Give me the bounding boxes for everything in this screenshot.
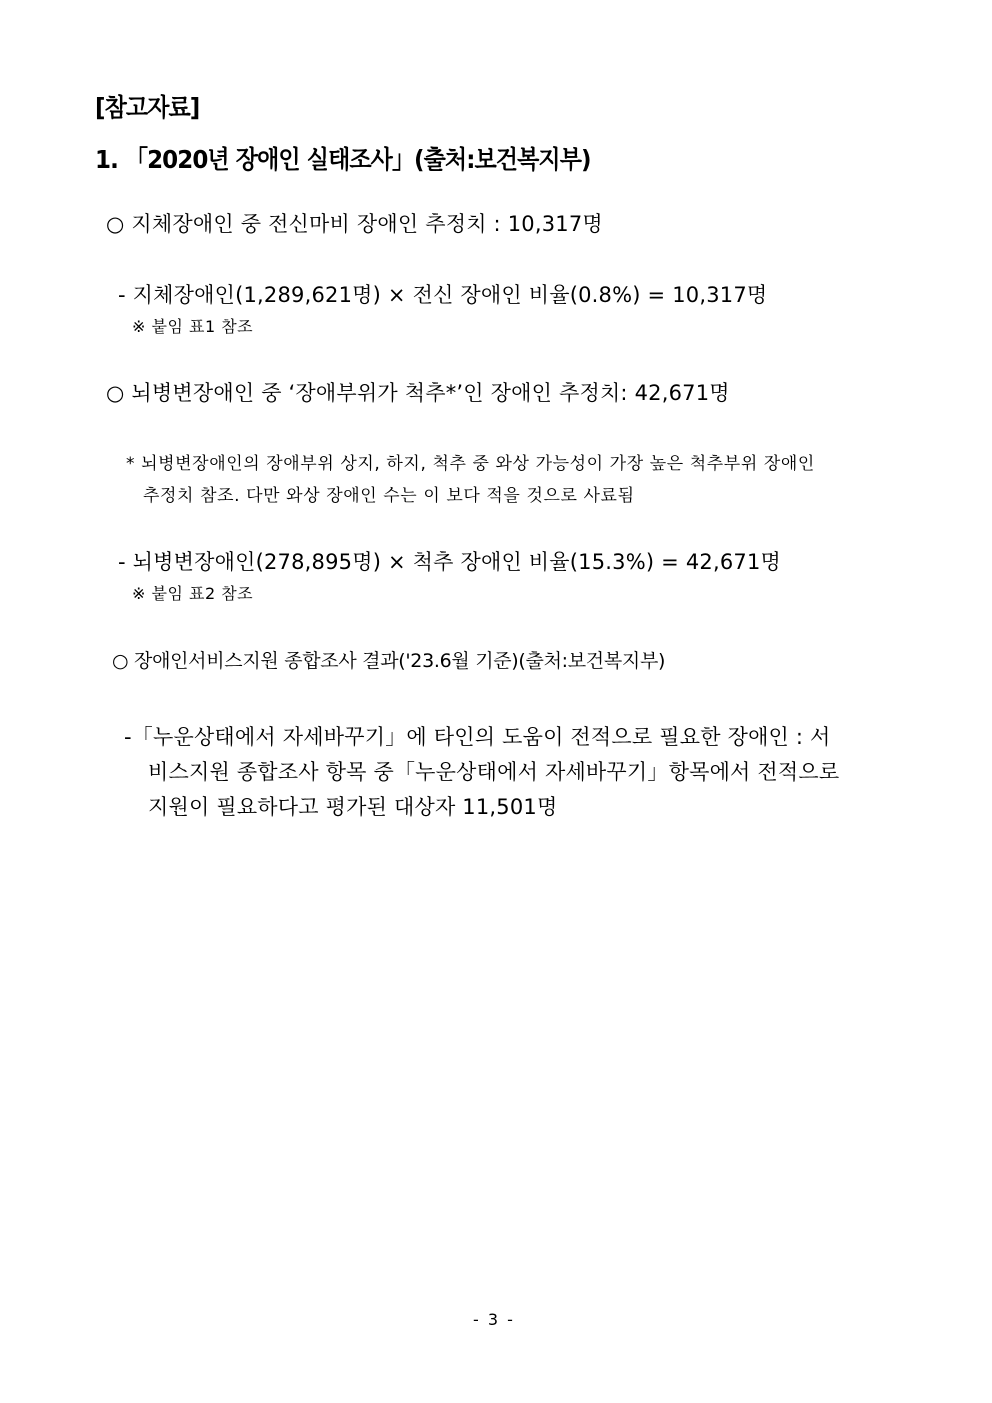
item3-line3: 지원이 필요하다고 평가된 대상자 11,501명 <box>148 795 558 819</box>
item1-calculation: - 지체장애인(1,289,621명) × 전신 장애인 비율(0.8%) = 10,317명 <box>118 283 768 307</box>
item3-line1: -「누운상태에서 자세바꾸기」에 타인의 도움이 전적으로 필요한 장애인 : 서 <box>124 725 831 749</box>
item1-bullet: ○ 지체장애인 중 전신마비 장애인 추정치 : 10,317명 <box>106 212 603 236</box>
item3-line2: 비스지원 종합조사 항목 중「누운상태에서 자세바꾸기」항목에서 전적으로 <box>148 760 840 784</box>
item2-footnote-line1: * 뇌병변장애인의 장애부위 상지, 하지, 척추 중 와상 가능성이 가장 높은 척추부위 장애인 <box>126 454 815 474</box>
item1-note: ※ 붙임 표1 참조 <box>132 317 254 336</box>
item3-bullet: ○ 장애인서비스지원 종합조사 결과('23.6월 기준)(출처:보건복지부) <box>112 650 666 672</box>
page-number: - 3 - <box>473 1310 515 1329</box>
item2-footnote-line2: 추정치 참조. 다만 와상 장애인 수는 이 보다 적을 것으로 사료됨 <box>143 486 635 506</box>
item2-bullet: ○ 뇌병변장애인 중 ‘장애부위가 척추*’인 장애인 추정치: 42,671명 <box>106 381 730 405</box>
item2-calculation: - 뇌병변장애인(278,895명) × 척추 장애인 비율(15.3%) = 42,671명 <box>118 550 781 574</box>
survey-title: 1. 「2020년 장애인 실태조사」(출처:보건복지부) <box>95 145 591 174</box>
item2-note: ※ 붙임 표2 참조 <box>132 584 254 603</box>
section-title: [참고자료] <box>95 93 200 122</box>
